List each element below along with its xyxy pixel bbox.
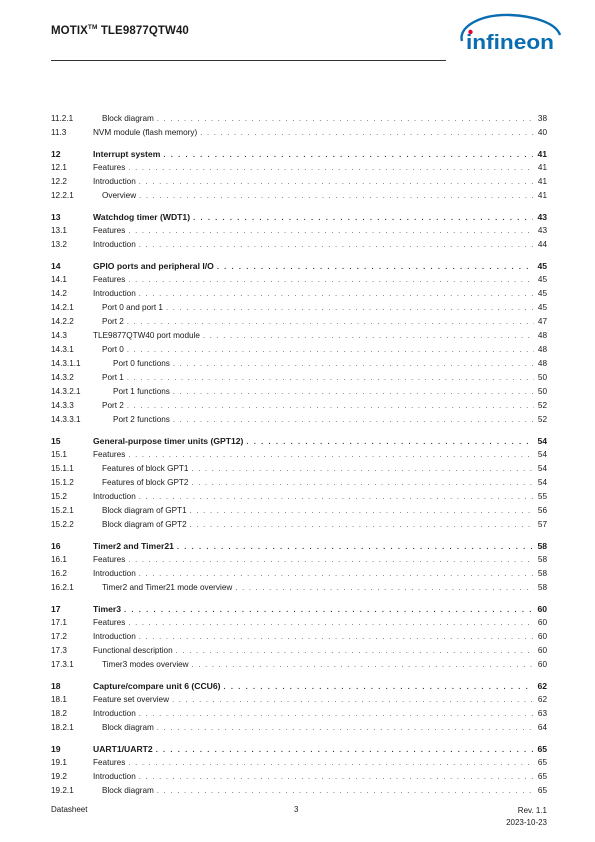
toc-page-number: 43 xyxy=(537,226,547,235)
toc-dot-leader xyxy=(139,707,534,721)
toc-dot-leader xyxy=(139,490,534,504)
toc-entry[interactable] xyxy=(51,693,547,707)
toc-dot-leader xyxy=(139,567,534,581)
toc-entry-line xyxy=(113,357,547,371)
toc-entry[interactable] xyxy=(51,756,547,770)
toc-entry-line xyxy=(93,693,547,707)
toc-section-title: Features of block GPT1 xyxy=(102,464,189,473)
toc-entry[interactable] xyxy=(51,399,547,413)
toc-entry[interactable] xyxy=(51,273,547,287)
toc-section-title: Block diagram of GPT1 xyxy=(102,506,187,515)
toc-section-title: Port 2 functions xyxy=(113,415,170,424)
toc-entry-line xyxy=(102,343,547,357)
toc-section-title: Timer3 xyxy=(93,604,122,614)
toc-dot-leader xyxy=(163,148,533,162)
toc-entry-line xyxy=(102,399,547,413)
toc-entry[interactable] xyxy=(51,490,547,504)
toc-dot-leader xyxy=(203,329,534,343)
toc-dot-leader xyxy=(139,287,534,301)
toc-entry[interactable] xyxy=(51,357,547,371)
toc-section-number: 18 xyxy=(51,681,61,691)
footer-revision: Rev. 1.1 xyxy=(517,806,547,815)
toc-entry[interactable] xyxy=(51,161,547,175)
toc-dot-leader xyxy=(192,658,534,672)
toc-dot-leader xyxy=(157,112,534,126)
toc-dot-leader xyxy=(173,413,534,427)
toc-page-number: 48 xyxy=(537,345,547,354)
footer-page-number: 3 xyxy=(294,805,299,814)
toc-page-number: 41 xyxy=(537,191,547,200)
toc-section-number: 18.2 xyxy=(51,709,67,718)
toc-entry-line xyxy=(102,371,547,385)
toc-entry-line xyxy=(93,553,547,567)
toc-section-number: 16 xyxy=(51,541,61,551)
toc-entry[interactable] xyxy=(51,224,547,238)
toc-section-title: NVM module (flash memory) xyxy=(93,128,198,137)
toc-entry[interactable] xyxy=(51,644,547,658)
toc-page-number: 55 xyxy=(537,492,547,501)
toc-page-number: 62 xyxy=(537,681,547,691)
toc-entry-line xyxy=(93,448,547,462)
toc-section-number: 14.2.1 xyxy=(51,303,74,312)
toc-entry-line xyxy=(102,189,547,203)
toc-dot-leader xyxy=(217,260,534,274)
toc-section-number: 14.3 xyxy=(51,331,67,340)
toc-entry[interactable] xyxy=(51,784,547,798)
toc-entry[interactable] xyxy=(51,518,547,532)
toc-section-number: 13.1 xyxy=(51,226,67,235)
toc-chapter-entry[interactable] xyxy=(51,742,547,756)
toc-section-number: 11.3 xyxy=(51,128,67,137)
toc-entry-line xyxy=(93,742,547,757)
toc-page-number: 60 xyxy=(537,632,547,641)
toc-page-number: 58 xyxy=(537,583,547,592)
toc-section-title: Block diagram xyxy=(102,786,154,795)
toc-section-title: Port 1 xyxy=(102,373,124,382)
toc-section-number: 19.2 xyxy=(51,772,67,781)
toc-dot-leader xyxy=(128,224,534,238)
header-rule xyxy=(51,60,446,61)
document-title xyxy=(51,25,189,37)
toc-section-title: Features xyxy=(93,618,126,627)
toc-entry-line xyxy=(102,784,547,798)
toc-entry[interactable] xyxy=(51,553,547,567)
toc-section-title: Interrupt system xyxy=(93,149,161,159)
toc-chapter-entry[interactable] xyxy=(51,434,547,448)
toc-page-number: 63 xyxy=(537,709,547,718)
toc-section-number: 17.2 xyxy=(51,632,67,641)
toc-entry-line xyxy=(93,147,547,162)
toc-dot-leader xyxy=(173,357,534,371)
toc-section-number: 15.1.2 xyxy=(51,478,74,487)
toc-entry-line xyxy=(93,616,547,630)
footer-revision-block xyxy=(506,805,547,829)
toc-dot-leader xyxy=(246,435,533,449)
toc-section-title: Introduction xyxy=(93,289,136,298)
toc-section-title: Features xyxy=(93,163,126,172)
toc-section-title: Port 0 xyxy=(102,345,124,354)
toc-section-title: Introduction xyxy=(93,492,136,501)
toc-page-number: 56 xyxy=(537,506,547,515)
toc-section-title: Port 2 xyxy=(102,317,124,326)
toc-section-number: 12.2.1 xyxy=(51,191,74,200)
toc-entry[interactable] xyxy=(51,112,547,126)
toc-entry-line xyxy=(102,301,547,315)
toc-page-number: 44 xyxy=(537,240,547,249)
toc-page-number: 47 xyxy=(537,317,547,326)
toc-section-number: 14.3.3 xyxy=(51,401,74,410)
toc-entry-line xyxy=(93,259,547,274)
toc-entry-line xyxy=(93,679,547,694)
toc-section-number: 19.2.1 xyxy=(51,786,74,795)
toc-section-title: Port 1 functions xyxy=(113,387,170,396)
toc-chapter-entry[interactable] xyxy=(51,539,547,553)
toc-section-number: 15.2 xyxy=(51,492,67,501)
toc-dot-leader xyxy=(166,301,534,315)
toc-section-number: 14.3.2.1 xyxy=(51,387,81,396)
table-of-contents xyxy=(51,112,547,798)
logo-wordmark: infineon xyxy=(466,32,554,54)
toc-page-number: 65 xyxy=(537,758,547,767)
toc-page-number: 65 xyxy=(537,744,547,754)
toc-section-title: Features xyxy=(93,275,126,284)
toc-entry[interactable] xyxy=(51,504,547,518)
toc-page-number: 40 xyxy=(537,128,547,137)
toc-page-number: 45 xyxy=(537,275,547,284)
toc-dot-leader xyxy=(139,770,534,784)
toc-entry[interactable] xyxy=(51,385,547,399)
toc-section-title: Feature set overview xyxy=(93,695,169,704)
toc-page-number: 43 xyxy=(537,212,547,222)
toc-section-title: Features xyxy=(93,450,126,459)
footer-doc-type: Datasheet xyxy=(51,805,88,814)
toc-chapter-entry[interactable] xyxy=(51,147,547,161)
toc-dot-leader xyxy=(128,448,534,462)
toc-entry[interactable] xyxy=(51,616,547,630)
product-name: TLE9877QTW40 xyxy=(100,25,189,37)
toc-entry[interactable] xyxy=(51,175,547,189)
toc-page-number: 52 xyxy=(537,415,547,424)
toc-section-title: Watchdog timer (WDT1) xyxy=(93,212,191,222)
toc-section-number: 14.3.3.1 xyxy=(51,415,81,424)
toc-section-number: 17 xyxy=(51,604,61,614)
toc-section-number: 12 xyxy=(51,149,61,159)
toc-section-number: 14.3.1 xyxy=(51,345,74,354)
toc-entry-line xyxy=(102,476,547,490)
toc-entry[interactable] xyxy=(51,343,547,357)
toc-dot-leader xyxy=(128,616,534,630)
toc-dot-leader xyxy=(139,189,534,203)
toc-entry-line xyxy=(93,490,547,504)
toc-dot-leader xyxy=(127,371,534,385)
toc-section-number: 13 xyxy=(51,212,61,222)
toc-section-number: 14.2.2 xyxy=(51,317,74,326)
toc-entry[interactable] xyxy=(51,462,547,476)
toc-entry-line xyxy=(93,539,547,554)
toc-section-number: 15.1.1 xyxy=(51,464,74,473)
toc-section-number: 12.1 xyxy=(51,163,67,172)
toc-page-number: 60 xyxy=(537,618,547,627)
toc-entry[interactable] xyxy=(51,581,547,595)
toc-dot-leader xyxy=(139,175,534,189)
toc-dot-leader xyxy=(139,630,534,644)
toc-entry-line xyxy=(93,238,547,252)
toc-page-number: 54 xyxy=(537,450,547,459)
toc-page-number: 60 xyxy=(537,604,547,614)
toc-dot-leader xyxy=(191,462,533,476)
toc-entry[interactable] xyxy=(51,329,547,343)
toc-section-number: 14 xyxy=(51,261,61,271)
toc-page-number: 50 xyxy=(537,373,547,382)
toc-dot-leader xyxy=(173,385,534,399)
toc-entry[interactable] xyxy=(51,567,547,581)
toc-dot-leader xyxy=(172,693,534,707)
toc-section-title: Port 0 functions xyxy=(113,359,170,368)
toc-section-title: Block diagram xyxy=(102,114,154,123)
toc-entry[interactable] xyxy=(51,630,547,644)
toc-section-title: Features xyxy=(93,226,126,235)
toc-section-title: Block diagram xyxy=(102,723,154,732)
toc-page-number: 60 xyxy=(537,646,547,655)
toc-dot-leader xyxy=(224,680,534,694)
toc-entry-line xyxy=(93,273,547,287)
toc-dot-leader xyxy=(128,273,534,287)
toc-section-number: 14.2 xyxy=(51,289,67,298)
toc-entry-line xyxy=(93,602,547,617)
toc-dot-leader xyxy=(128,553,534,567)
toc-dot-leader xyxy=(156,743,534,757)
toc-entry-line xyxy=(102,462,547,476)
toc-section-number: 13.2 xyxy=(51,240,67,249)
toc-page-number: 48 xyxy=(537,359,547,368)
toc-entry[interactable] xyxy=(51,658,547,672)
toc-section-title: UART1/UART2 xyxy=(93,744,153,754)
toc-section-title: Capture/compare unit 6 (CCU6) xyxy=(93,681,221,691)
toc-section-title: Introduction xyxy=(93,772,136,781)
toc-section-title: Introduction xyxy=(93,569,136,578)
toc-page-number: 54 xyxy=(537,436,547,446)
toc-dot-leader xyxy=(190,518,534,532)
toc-section-number: 14.3.2 xyxy=(51,373,74,382)
toc-entry[interactable] xyxy=(51,448,547,462)
toc-entry-line xyxy=(93,210,547,225)
toc-chapter-entry[interactable] xyxy=(51,679,547,693)
toc-section-number: 12.2 xyxy=(51,177,67,186)
toc-page-number: 62 xyxy=(537,695,547,704)
toc-entry-line xyxy=(102,112,547,126)
toc-dot-leader xyxy=(176,644,534,658)
toc-dot-leader xyxy=(177,540,534,554)
toc-dot-leader xyxy=(139,238,534,252)
toc-section-title: Features of block GPT2 xyxy=(102,478,189,487)
toc-section-title: Introduction xyxy=(93,709,136,718)
toc-entry-line xyxy=(93,161,547,175)
toc-section-number: 19.1 xyxy=(51,758,67,767)
toc-page-number: 64 xyxy=(537,723,547,732)
toc-section-title: General-purpose timer units (GPT12) xyxy=(93,436,244,446)
toc-dot-leader xyxy=(127,315,534,329)
toc-chapter-entry[interactable] xyxy=(51,259,547,273)
toc-page-number: 54 xyxy=(537,464,547,473)
toc-entry[interactable] xyxy=(51,476,547,490)
toc-dot-leader xyxy=(191,476,533,490)
toc-page-number: 58 xyxy=(537,569,547,578)
toc-page-number: 45 xyxy=(537,261,547,271)
toc-entry-line xyxy=(93,630,547,644)
toc-section-number: 17.3 xyxy=(51,646,67,655)
toc-entry-line xyxy=(93,567,547,581)
toc-entry[interactable] xyxy=(51,301,547,315)
toc-section-number: 11.2.1 xyxy=(51,114,74,123)
toc-page-number: 65 xyxy=(537,772,547,781)
toc-dot-leader xyxy=(128,161,534,175)
toc-section-title: Port 2 xyxy=(102,401,124,410)
toc-entry[interactable] xyxy=(51,189,547,203)
trademark-mark: TM xyxy=(87,24,98,31)
toc-entry-line xyxy=(102,315,547,329)
toc-entry-line xyxy=(102,518,547,532)
toc-entry-line xyxy=(102,721,547,735)
toc-entry[interactable] xyxy=(51,238,547,252)
toc-section-number: 16.1 xyxy=(51,555,67,564)
toc-entry-line xyxy=(93,707,547,721)
toc-page-number: 48 xyxy=(537,331,547,340)
toc-section-title: TLE9877QTW40 port module xyxy=(93,331,200,340)
toc-entry-line xyxy=(93,224,547,238)
toc-entry-line xyxy=(93,756,547,770)
toc-section-number: 16.2.1 xyxy=(51,583,74,592)
infineon-logo xyxy=(452,11,562,59)
toc-page-number: 58 xyxy=(537,541,547,551)
toc-dot-leader xyxy=(127,343,534,357)
toc-page-number: 45 xyxy=(537,303,547,312)
toc-entry-line xyxy=(102,658,547,672)
toc-page-number: 54 xyxy=(537,478,547,487)
toc-entry[interactable] xyxy=(51,770,547,784)
toc-entry-line xyxy=(93,126,547,140)
toc-section-title: Timer3 modes overview xyxy=(102,660,189,669)
toc-section-number: 14.3.1.1 xyxy=(51,359,81,368)
toc-section-title: Overview xyxy=(102,191,137,200)
toc-page-number: 52 xyxy=(537,401,547,410)
toc-page-number: 58 xyxy=(537,555,547,564)
toc-page-number: 60 xyxy=(537,660,547,669)
toc-entry-line xyxy=(93,434,547,449)
toc-entry-line xyxy=(102,504,547,518)
toc-page-number: 57 xyxy=(537,520,547,529)
toc-entry-line xyxy=(93,287,547,301)
toc-entry[interactable] xyxy=(51,413,547,427)
toc-entry[interactable] xyxy=(51,315,547,329)
toc-section-title: Timer2 and Timer21 xyxy=(93,541,174,551)
toc-entry-line xyxy=(113,385,547,399)
toc-section-number: 17.3.1 xyxy=(51,660,74,669)
toc-section-number: 14.1 xyxy=(51,275,67,284)
toc-chapter-entry[interactable] xyxy=(51,210,547,224)
toc-dot-leader xyxy=(235,581,534,595)
toc-section-number: 19 xyxy=(51,744,61,754)
toc-entry[interactable] xyxy=(51,707,547,721)
toc-dot-leader xyxy=(128,756,534,770)
toc-section-number: 15.2.2 xyxy=(51,520,74,529)
toc-section-title: Functional description xyxy=(93,646,173,655)
toc-page-number: 41 xyxy=(537,177,547,186)
toc-section-number: 15.1 xyxy=(51,450,67,459)
toc-dot-leader xyxy=(127,399,534,413)
toc-page-number: 45 xyxy=(537,289,547,298)
toc-section-number: 18.1 xyxy=(51,695,67,704)
toc-section-title: GPIO ports and peripheral I/O xyxy=(93,261,214,271)
toc-dot-leader xyxy=(157,784,534,798)
toc-page-number: 38 xyxy=(537,114,547,123)
toc-section-title: Block diagram of GPT2 xyxy=(102,520,187,529)
toc-entry-line xyxy=(93,329,547,343)
toc-entry-line xyxy=(93,770,547,784)
toc-chapter-entry[interactable] xyxy=(51,602,547,616)
toc-section-number: 15 xyxy=(51,436,61,446)
toc-section-number: 17.1 xyxy=(51,618,67,627)
toc-entry-line xyxy=(93,644,547,658)
toc-section-title: Port 0 and port 1 xyxy=(102,303,163,312)
toc-section-number: 15.2.1 xyxy=(51,506,74,515)
toc-dot-leader xyxy=(124,603,533,617)
toc-section-number: 18.2.1 xyxy=(51,723,74,732)
toc-entry[interactable] xyxy=(51,287,547,301)
toc-dot-leader xyxy=(157,721,534,735)
toc-page-number: 50 xyxy=(537,387,547,396)
toc-dot-leader xyxy=(193,211,533,225)
toc-dot-leader xyxy=(200,126,534,140)
toc-section-title: Features xyxy=(93,555,126,564)
toc-section-title: Introduction xyxy=(93,240,136,249)
toc-dot-leader xyxy=(190,504,534,518)
toc-section-title: Timer2 and Timer21 mode overview xyxy=(102,583,233,592)
toc-entry[interactable] xyxy=(51,371,547,385)
toc-entry-line xyxy=(102,581,547,595)
toc-entry[interactable] xyxy=(51,126,547,140)
brand-name: MOTIX xyxy=(51,25,88,37)
toc-section-number: 16.2 xyxy=(51,569,67,578)
toc-page-number: 41 xyxy=(537,149,547,159)
toc-section-title: Introduction xyxy=(93,177,136,186)
toc-entry[interactable] xyxy=(51,721,547,735)
toc-page-number: 65 xyxy=(537,786,547,795)
toc-section-title: Introduction xyxy=(93,632,136,641)
toc-entry-line xyxy=(113,413,547,427)
footer-date: 2023-10-23 xyxy=(506,818,547,827)
toc-entry-line xyxy=(93,175,547,189)
toc-section-title: Features xyxy=(93,758,126,767)
toc-page-number: 41 xyxy=(537,163,547,172)
